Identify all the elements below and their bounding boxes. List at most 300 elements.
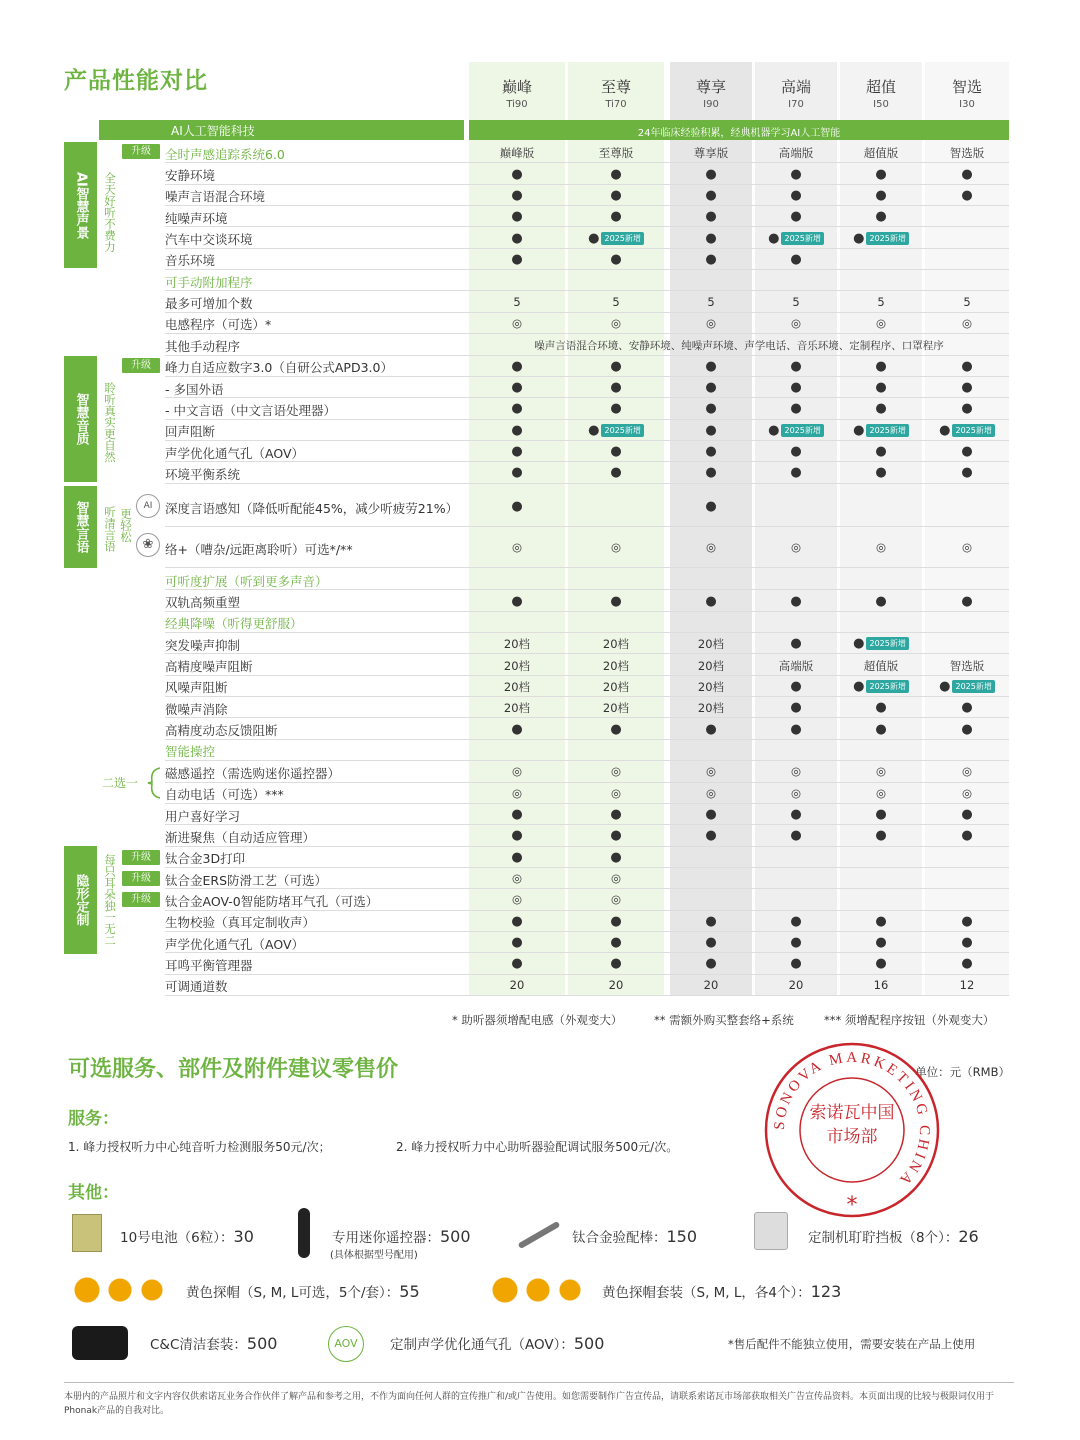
accessory-price-item: [808, 1226, 979, 1246]
upgrade-badge: 升级: [122, 871, 160, 886]
feature-value: ●: [705, 358, 717, 374]
feature-value: ●: [511, 358, 523, 374]
product-header: [925, 62, 1009, 118]
accessory-name: 定制声学优化通气孔（AOV）：: [390, 1337, 574, 1353]
feature-value: ● 2025新增: [568, 231, 664, 246]
feature-value: ◎: [705, 764, 717, 779]
product-code: Ti70: [605, 99, 627, 110]
feature-value: 5: [707, 294, 715, 309]
feature-label: - 中文言语（中文言语处理器）: [165, 402, 336, 418]
feature-value: ● 2025新增: [755, 231, 837, 246]
upgrade-badge: 升级: [122, 144, 160, 159]
feature-label: 音乐环境: [165, 253, 216, 269]
feature-value: 20: [788, 977, 804, 992]
feature-value: ●: [610, 401, 622, 417]
feature-value: ●: [875, 187, 887, 203]
feature-value: ●: [705, 380, 717, 396]
feature-value: ●: [511, 166, 523, 182]
feature-value: ●: [790, 913, 802, 929]
feature-value: ◎: [511, 785, 523, 800]
feature-value: ◎: [790, 540, 802, 554]
product-name: 至尊: [600, 78, 631, 96]
roger-icon: ❀: [136, 533, 160, 557]
feature-value: ●: [875, 828, 887, 844]
feature-value: ●: [705, 499, 717, 514]
accessory-price-item: [186, 1281, 420, 1301]
feature-value: ◎: [610, 315, 622, 330]
feature-value: ●: [705, 913, 717, 929]
accessory-name: 定制机耵聍挡板（8个）：: [808, 1230, 959, 1246]
battery-pack-image: [72, 1214, 102, 1252]
feature-value: ●: [875, 807, 887, 823]
feature-value: ●: [610, 444, 622, 460]
feature-value: ◎: [961, 785, 973, 800]
feature-value: ●: [610, 913, 622, 929]
feature-value: ●: [511, 828, 523, 844]
feature-value: ●: [790, 209, 802, 225]
feature-label: 高精度动态反馈阻断: [165, 723, 278, 739]
feature-label: 其他手动程序: [165, 338, 241, 354]
new-2025-badge: 2025新增: [866, 424, 908, 437]
feature-value: ●: [961, 935, 973, 951]
page-title: 产品性能对比: [64, 68, 208, 94]
feature-value: ●: [511, 380, 523, 396]
feature-value: ●: [705, 166, 717, 182]
feature-value: ●: [610, 465, 622, 481]
feature-value: ●: [875, 700, 887, 716]
feature-value: ●: [705, 807, 717, 823]
feature-value: ●: [610, 358, 622, 374]
feature-value: 20: [608, 977, 624, 992]
feature-value: ●: [610, 849, 622, 865]
cleaning-kit-image: [72, 1326, 128, 1360]
feature-value: ◎: [511, 764, 523, 779]
section-custom-sub: 每只耳朵独一无二: [103, 854, 117, 946]
upgrade-badge: 升级: [122, 892, 160, 907]
feature-value: ◎: [875, 540, 887, 554]
feature-value: ● 2025新增: [755, 423, 837, 438]
feature-value: ●: [610, 251, 622, 267]
feature-value: ●: [705, 209, 717, 225]
feature-value: ◎: [610, 764, 622, 779]
feature-value: ●: [961, 166, 973, 182]
product-header: [670, 62, 752, 118]
feature-value: ◎: [790, 785, 802, 800]
accessory-price-item: [120, 1226, 254, 1246]
service-item: 2. 峰力授权听力中心助听器验配调试服务500元/次。: [396, 1140, 679, 1154]
yellow-domes-image: [72, 1274, 164, 1306]
feature-value: ●: [790, 678, 802, 694]
others-title: 其他：: [68, 1183, 119, 1203]
feature-value: ●: [790, 700, 802, 716]
feature-label: 最多可增加个数: [165, 296, 253, 312]
feature-value: ●: [705, 444, 717, 460]
new-2025-badge: 2025新增: [601, 232, 643, 245]
feature-label: 自动电话（可选）***: [165, 787, 284, 803]
accessory-price: 30: [233, 1227, 254, 1246]
feature-value: 20档: [697, 658, 725, 673]
feature-value: ●: [511, 849, 523, 865]
feature-value: ●: [790, 187, 802, 203]
feature-value: 至尊版: [598, 146, 634, 161]
product-header: [568, 62, 664, 118]
product-code: Ti90: [506, 99, 528, 110]
feature-value: ●: [511, 721, 523, 737]
new-2025-badge: 2025新增: [601, 424, 643, 437]
feature-value: 5: [513, 294, 521, 309]
feature-value: ●: [961, 721, 973, 737]
feature-value: ◎: [790, 315, 802, 330]
product-header: [755, 62, 837, 118]
feature-value: ●: [705, 935, 717, 951]
feature-value: ◎: [875, 764, 887, 779]
feature-value: ●: [875, 166, 887, 182]
feature-value: ●: [705, 422, 717, 438]
feature-value: 20档: [602, 679, 630, 694]
feature-value: 5: [877, 294, 885, 309]
accessory-price: 55: [399, 1282, 420, 1301]
feature-value: ●: [610, 935, 622, 951]
accessory-name: 黄色探帽套装（S, M, L，各4个）：: [602, 1285, 811, 1301]
feature-value: ●: [961, 358, 973, 374]
feature-value: ●: [790, 401, 802, 417]
feature-value: ●: [610, 380, 622, 396]
feature-value: ●: [511, 913, 523, 929]
feature-label: 风噪声阻断: [165, 680, 228, 696]
feature-label: 渐进聚焦（自动适应管理）: [165, 829, 316, 845]
feature-value: ●: [790, 358, 802, 374]
feature-value: ◎: [790, 764, 802, 779]
feature-value: ●: [511, 209, 523, 225]
after-sale-note: *售后配件不能独立使用，需要安装在产品上使用: [728, 1337, 976, 1351]
feature-value: ●: [610, 187, 622, 203]
new-2025-badge: 2025新增: [952, 424, 994, 437]
feature-label: 用户喜好学习: [165, 808, 241, 824]
feature-value: 20档: [503, 658, 531, 673]
upgrade-badge: 升级: [122, 850, 160, 865]
section-speech-sub1: 听清言语: [103, 506, 117, 552]
accessory-name: 10号电池（6粒）：: [120, 1230, 234, 1246]
feature-value: 20档: [503, 701, 531, 716]
feature-value: ●: [610, 209, 622, 225]
row-divider: [165, 526, 1009, 527]
feature-label: 经典降噪（听得更舒服）: [165, 616, 303, 632]
accessory-price-item: [332, 1226, 471, 1246]
feature-value: ●: [961, 956, 973, 972]
feature-value: 超值版: [863, 146, 899, 161]
product-name: 智选: [951, 78, 982, 96]
feature-value: 智选版: [949, 658, 985, 673]
feature-value: ●: [705, 956, 717, 972]
feature-value: ●: [610, 807, 622, 823]
brace-icon: [146, 766, 164, 800]
feature-value: ◎: [705, 785, 717, 800]
feature-value: 20档: [503, 637, 531, 652]
footnote-2: ** 需额外购买整套络+系统: [654, 1013, 794, 1027]
feature-label: 微噪声消除: [165, 701, 228, 717]
product-header: [840, 62, 922, 118]
accessory-price-item: [602, 1281, 841, 1301]
accessory-price: 123: [810, 1282, 842, 1301]
feature-value: ●: [790, 636, 802, 652]
feature-value: ●: [511, 465, 523, 481]
accessory-price: 26: [958, 1227, 979, 1246]
stamp-star: *: [846, 1193, 858, 1218]
feature-value: 20档: [602, 658, 630, 673]
feature-value: ●: [790, 444, 802, 460]
feature-value: ●: [511, 401, 523, 417]
feature-value: ●: [875, 721, 887, 737]
section-sound-quality-sub: 聆听真实更自然: [103, 381, 117, 463]
feature-value: ◎: [511, 315, 523, 330]
feature-value: 智选版: [949, 146, 985, 161]
feature-value: ●: [875, 956, 887, 972]
feature-label: 可调通道数: [165, 979, 228, 995]
remote-control-image: [298, 1208, 310, 1258]
feature-value: 20档: [602, 701, 630, 716]
accessory-price: 500: [246, 1334, 278, 1353]
feature-value: ●: [790, 166, 802, 182]
feature-value: ●: [790, 828, 802, 844]
feature-value: ◎: [610, 892, 622, 907]
choose-one-label: 二选一: [102, 776, 139, 790]
feature-label: 环境平衡系统: [165, 466, 241, 482]
feature-label: 可听度扩展（听到更多声音）: [165, 573, 328, 589]
feature-value: ◎: [961, 315, 973, 330]
feature-label: 钛合金3D打印: [165, 851, 246, 867]
new-2025-badge: 2025新增: [781, 424, 823, 437]
section-ai-soundscape-sub: 全天好听不费力: [103, 171, 117, 253]
feature-value: 20档: [697, 679, 725, 694]
section-speech: 智慧言语: [64, 486, 97, 568]
feature-value: ●: [790, 935, 802, 951]
feature-value: ●: [961, 593, 973, 609]
accessory-price-item: [572, 1226, 697, 1246]
feature-value: ●: [875, 593, 887, 609]
product-header: [469, 62, 565, 118]
stamp-ring-text: SONOVA MARKETING CHINA: [771, 1049, 933, 1190]
feature-value: ●: [511, 499, 523, 514]
product-code: I70: [788, 99, 804, 110]
feature-value: ◎: [610, 871, 622, 886]
feature-value: ● 2025新增: [840, 231, 922, 246]
feature-value: ●: [961, 807, 973, 823]
feature-value: 20档: [697, 637, 725, 652]
new-2025-badge: 2025新增: [866, 232, 908, 245]
remote-note: (具体根据型号配用): [330, 1250, 418, 1261]
feature-value: ●: [961, 187, 973, 203]
feature-value: ◎: [875, 785, 887, 800]
feature-label: 全时声感追踪系统6.0: [165, 146, 285, 162]
feature-value: ●: [511, 956, 523, 972]
feature-value: ◎: [705, 540, 717, 554]
feature-value: ●: [610, 721, 622, 737]
feature-value: ●: [705, 230, 717, 246]
feature-label: 突发噪声抑制: [165, 637, 241, 653]
accessory-price-item: [150, 1333, 277, 1353]
feature-value: ●: [610, 593, 622, 609]
feature-value: ●: [790, 956, 802, 972]
feature-label: 峰力自适应数字3.0（自研公式APD3.0）: [165, 360, 393, 376]
section-custom: 隐形定制: [64, 846, 97, 954]
accessory-name: 专用迷你遥控器：: [332, 1230, 440, 1246]
feature-value: ●: [961, 913, 973, 929]
feature-value: ●: [875, 913, 887, 929]
feature-value: 5: [612, 294, 620, 309]
feature-value: ●: [961, 444, 973, 460]
row-divider: [165, 567, 1009, 568]
upgrade-badge: 升级: [122, 358, 160, 373]
feature-value: ● 2025新增: [925, 423, 1009, 438]
feature-label: 钛合金ERS防滑工艺（可选）: [165, 872, 328, 888]
product-name: 巅峰: [501, 78, 532, 96]
accessory-price: 500: [573, 1334, 605, 1353]
feature-label: 磁感遥控（需选购迷你遥控器）: [165, 765, 341, 781]
feature-label: 纯噪声环境: [165, 210, 228, 226]
feature-value: ●: [875, 380, 887, 396]
feature-value: ●: [610, 166, 622, 182]
feature-value: ●: [511, 187, 523, 203]
divider: [64, 1382, 1014, 1383]
section-speech-sub2: 更轻松: [119, 507, 133, 543]
feature-label: 安静环境: [165, 168, 216, 184]
feature-value: ●: [511, 422, 523, 438]
services-title: 服务：: [68, 1109, 119, 1129]
feature-label: 耳鸣平衡管理器: [165, 957, 253, 973]
feature-value: ●: [705, 828, 717, 844]
product-code: I50: [873, 99, 889, 110]
feature-value: ◎: [610, 540, 622, 554]
feature-span-value: 噪声言语混合环境、安静环境、纯噪声环境、声学电话、音乐环境、定制程序、口罩程序: [534, 339, 944, 352]
accessory-name: 黄色探帽（S, M, L可选，5个/套）：: [186, 1285, 400, 1301]
probe-tool-image: [518, 1221, 561, 1249]
feature-value: 高端版: [778, 146, 814, 161]
feature-value: 16: [873, 977, 889, 992]
feature-value: ◎: [511, 871, 523, 886]
new-2025-badge: 2025新增: [866, 637, 908, 650]
feature-value: ● 2025新增: [568, 423, 664, 438]
product-name: 尊享: [695, 78, 726, 96]
footnote-1: * 助听器须增配电感（外观变大）: [452, 1013, 623, 1027]
feature-value: ◎: [875, 315, 887, 330]
stamp-line1: 索诺瓦中国: [809, 1103, 895, 1123]
aov-icon: AOV: [328, 1326, 364, 1362]
section2-title: 可选服务、部件及附件建议零售价: [68, 1057, 399, 1082]
feature-value: 巅峰版: [499, 146, 535, 161]
feature-value: ●: [705, 401, 717, 417]
feature-value: ●: [705, 187, 717, 203]
feature-value: ●: [610, 828, 622, 844]
feature-value: ●: [961, 700, 973, 716]
feature-label: 深度言语感知（降低听配能45%，减少听疲劳21%）: [165, 500, 459, 516]
feature-value: ◎: [511, 540, 523, 554]
product-code: I90: [703, 99, 719, 110]
new-2025-badge: 2025新增: [952, 680, 994, 693]
accessory-price-item: [390, 1333, 604, 1353]
feature-value: ●: [875, 401, 887, 417]
feature-value: ● 2025新增: [840, 423, 922, 438]
feature-value: ●: [875, 358, 887, 374]
feature-value: ●: [705, 251, 717, 267]
feature-label: 可手动附加程序: [165, 274, 253, 290]
feature-label: 双轨高频重塑: [165, 595, 241, 611]
feature-value: ●: [790, 465, 802, 481]
feature-value: ●: [875, 465, 887, 481]
section-ai-soundscape: AI智慧声景: [64, 142, 97, 268]
feature-value: ●: [511, 444, 523, 460]
marketing-stamp: [762, 1040, 942, 1220]
feature-value: ●: [511, 593, 523, 609]
stamp-line2: 市场部: [826, 1127, 878, 1147]
feature-value: ● 2025新增: [925, 679, 1009, 694]
feature-label: 钛合金AOV-0智能防堵耳气孔（可选）: [165, 893, 379, 909]
product-name: 高端: [780, 78, 811, 96]
feature-value: 尊享版: [693, 146, 729, 161]
feature-value: 5: [792, 294, 800, 309]
feature-value: ◎: [961, 540, 973, 554]
feature-value: 20档: [503, 679, 531, 694]
ai-band-left: AI人工智能科技: [99, 120, 464, 140]
feature-value: ●: [961, 380, 973, 396]
feature-value: ◎: [961, 764, 973, 779]
service-item: 1. 峰力授权听力中心纯音听力检测服务50元/次；: [68, 1140, 331, 1154]
product-name: 超值: [865, 78, 896, 96]
feature-label: 声学优化通气孔（AOV）: [165, 936, 305, 952]
footnote-3: *** 须增配程序按钮（外观变大）: [824, 1013, 995, 1027]
feature-value: ●: [961, 465, 973, 481]
feature-value: ●: [511, 935, 523, 951]
feature-value: 高端版: [778, 658, 814, 673]
feature-value: ● 2025新增: [840, 636, 922, 651]
yellow-domes-set-image: [490, 1274, 582, 1306]
feature-value: ●: [511, 807, 523, 823]
feature-label: 智能操控: [165, 744, 216, 760]
ai-band-right: 24年临床经验积累，经典机器学习AI人工智能: [469, 120, 1009, 140]
disclaimer: 本册内的产品照片和文字内容仅供索诺瓦业务合作伙伴了解产品和参考之用，不作为面向任何人群的宣传推广和/或广告使用。如您需要制作广告宣传品，请联系索诺瓦市场部获取相关广告宣传品资料。本页面出现的比较与极限词仅用于Phonak产品的自我对比。: [64, 1392, 995, 1416]
feature-label: 电感程序（可选）*: [165, 317, 272, 333]
feature-value: ●: [790, 807, 802, 823]
product-code: I30: [959, 99, 975, 110]
feature-value: ●: [790, 721, 802, 737]
feature-value: ◎: [511, 892, 523, 907]
feature-value: ●: [790, 593, 802, 609]
feature-value: 超值版: [863, 658, 899, 673]
accessory-name: C&C清洁套装：: [150, 1337, 247, 1353]
feature-value: ●: [705, 593, 717, 609]
feature-value: 20: [509, 977, 525, 992]
feature-value: ●: [961, 828, 973, 844]
feature-value: ◎: [610, 785, 622, 800]
new-2025-badge: 2025新增: [866, 680, 908, 693]
feature-value: 20档: [602, 637, 630, 652]
feature-value: ●: [875, 935, 887, 951]
feature-label: 噪声言语混合环境: [165, 189, 266, 205]
feature-value: ●: [511, 230, 523, 246]
ai-speech-icon: AI: [136, 494, 160, 518]
feature-value: ●: [875, 444, 887, 460]
feature-value: ◎: [705, 315, 717, 330]
feature-value: 5: [963, 294, 971, 309]
feature-value: ●: [705, 721, 717, 737]
feature-label: 高精度噪声阻断: [165, 659, 253, 675]
feature-value: ●: [705, 465, 717, 481]
feature-value: ●: [511, 251, 523, 267]
feature-value: ● 2025新增: [840, 679, 922, 694]
accessory-price: 150: [666, 1227, 698, 1246]
feature-value: ●: [790, 380, 802, 396]
feature-label: 络+（嘈杂/远距离聆听）可选*/**: [165, 541, 353, 557]
feature-value: 12: [959, 977, 975, 992]
